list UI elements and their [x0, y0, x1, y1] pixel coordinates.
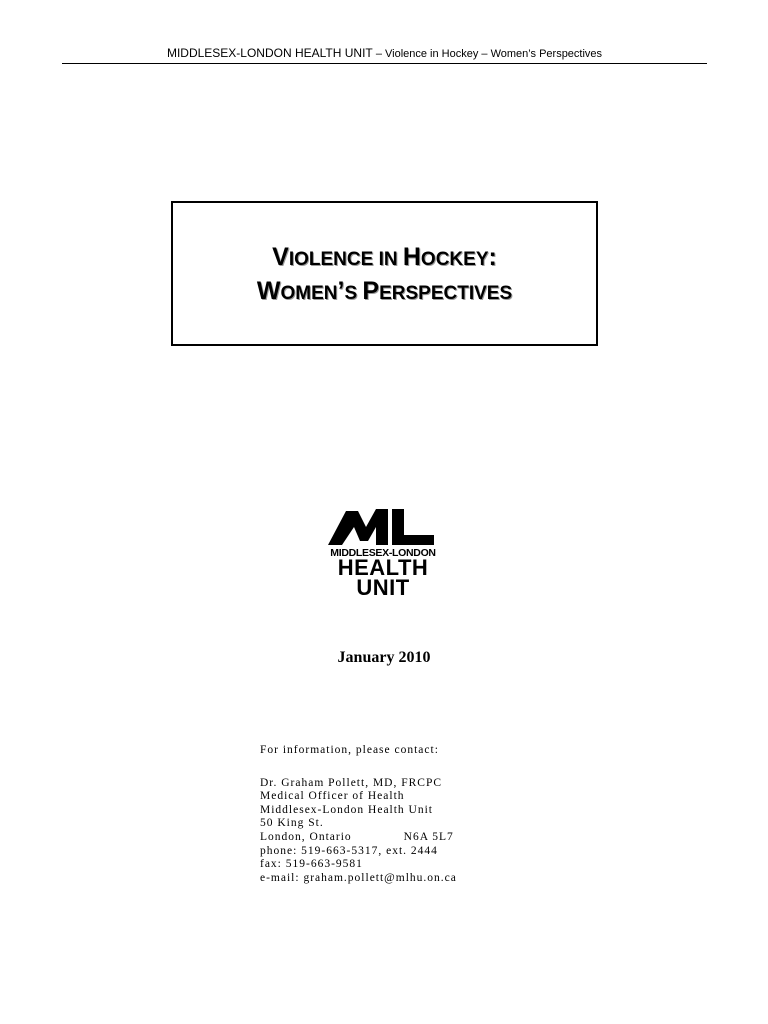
contact-city-line [260, 831, 457, 845]
contact-email[interactable]: e-mail: graham.pollett@mlhu.on.ca [260, 871, 457, 884]
title-box [171, 201, 598, 346]
header-subtitle: – Violence in Hockey – Women’s Perspectives [372, 48, 603, 60]
contact-position: Medical Officer of Health [260, 790, 405, 803]
title-segment: IOLENCE IN [288, 249, 403, 270]
title-segment: OCKEY [420, 249, 489, 270]
title-segment: ’ [337, 277, 345, 305]
contact-fax: fax: 519-663-9581 [260, 858, 363, 871]
contact-street: 50 King St. [260, 817, 324, 830]
header-rule [62, 63, 707, 64]
title-segment: ERSPECTIVES [379, 283, 513, 304]
publication-date: January 2010 [337, 649, 431, 666]
title-segment: H [402, 243, 421, 271]
contact-intro: For information, please contact: [260, 744, 439, 756]
health-unit-logo [326, 505, 440, 601]
title-segment: S [344, 283, 363, 304]
header-org: MIDDLESEX-LONDON HEALTH UNIT [166, 46, 373, 60]
title-segment: W [256, 277, 281, 305]
logo-line-2: HEALTH [337, 555, 429, 580]
logo-line-3: UNIT [356, 575, 410, 600]
title-segment: : [488, 243, 497, 271]
title-line-2 [173, 277, 596, 306]
title-segment: OMEN [280, 283, 338, 304]
contact-block [260, 744, 457, 885]
contact-city: London, Ontario [260, 830, 352, 843]
title-line-1 [173, 243, 596, 272]
title-segment: P [362, 277, 380, 305]
contact-postal: N6A 5L7 [403, 830, 454, 843]
contact-phone: phone: 519-663-5317, ext. 2444 [260, 844, 438, 857]
contact-name: Dr. Graham Pollett, MD, FRCPC [260, 776, 443, 789]
contact-organization: Middlesex-London Health Unit [260, 803, 434, 816]
ml-mark-icon [326, 505, 440, 547]
running-header [62, 45, 707, 62]
logo-line-1: MIDDLESEX-LONDON [330, 547, 436, 559]
title-segment: V [272, 243, 289, 271]
